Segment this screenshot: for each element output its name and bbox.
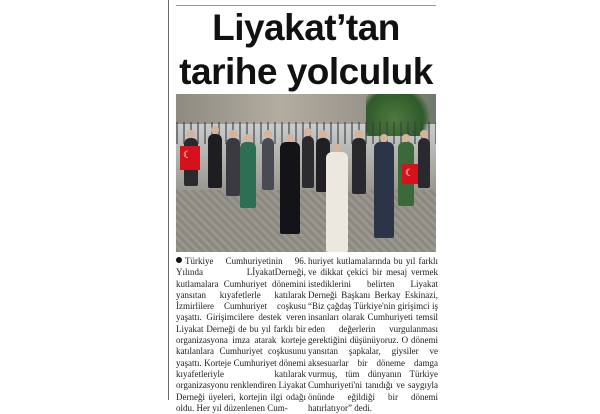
person: [208, 134, 222, 188]
turkish-flag: [180, 146, 200, 170]
article-photo: [176, 94, 436, 252]
column-divider: [168, 0, 169, 400]
article-body-column-2: [308, 256, 438, 414]
headline-line-2: tarihe yolculuk: [179, 51, 433, 92]
person: [240, 142, 256, 208]
person: [302, 136, 314, 188]
person: [418, 138, 430, 188]
body-text-2: huriyet kutlamalarında bu yıl farklı ve dikkat çekici bir mesaj vermek istediklerini belirten Liyakat Derneği Başkanı Berkay Eskinazi, “Biz çağdaş Türkiye'nin girişimci iş insanları olarak Cumhuriyeti temsil eden değerlerin vurgulanması gerektiğini düşünüyoruz. O dönemi yansıtan şapkalar, giysiler ve aksesuarlar bir döneme damga vurmuş, tüm dünyanın Türkiye Cumhuriyeti'ni tanıdığı ve saygıyla önünde eğildiği bir dönemi hatırlatıyor” dedi.: [308, 256, 438, 413]
person: [352, 138, 366, 194]
article-body-column-1: [176, 256, 306, 414]
article-headline: [172, 6, 440, 94]
person: [280, 142, 300, 234]
person: [226, 138, 240, 196]
turkish-flag: [402, 164, 418, 184]
person: [326, 152, 348, 252]
headline-line-1: Liyakat’tan: [212, 7, 400, 48]
bullet-icon: [176, 257, 182, 263]
person: [262, 138, 274, 190]
body-text-1: Türkiye Cumhuriyetinin 96. Yılında LİyakatDerneği, kutlamalara Cumhuriyet dönemini yansıtan kıyafetlerle katılarak İzmirlilere Cumhuriyet coşkusu yaşattı. Girişimcilere destek veren Liyakat Derneği de bu yıl farklı bir organizasyona imza atarak korteje katılanlara Cumhuriyet coşkusunu yaşattı. Korteje Cumhuriyet dönemi kıyafetleriyle katılarak organizasyonu renklendiren Liyakat Derneği üyeleri, kortejin ilgi odağı oldu. Her yıl düzenlenen Cum-: [176, 256, 306, 413]
person: [374, 142, 394, 238]
